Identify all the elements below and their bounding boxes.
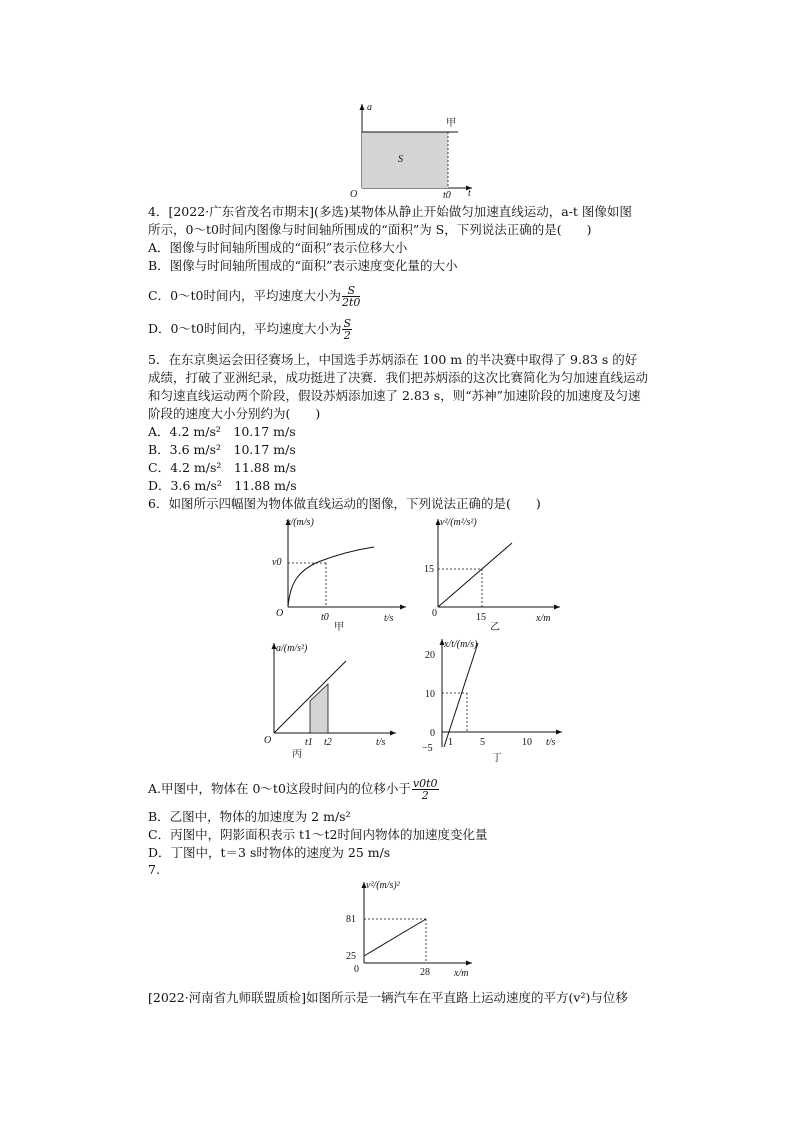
q4-line2: 所示，0～t0时间内图像与时间轴所围成的“面积”为 S，下列说法正确的是( )	[148, 222, 592, 237]
x-axis-label: t/s	[376, 737, 386, 748]
q6-option-a-fraction	[412, 778, 439, 801]
q4-option-b: B．图像与时间轴所围成的“面积”表示速度变化量的大小	[148, 258, 458, 273]
origin-label: 0	[432, 608, 437, 619]
t0-label: t0	[321, 612, 329, 623]
y-axis-label: x/t/(m/s)	[444, 639, 478, 650]
q5-line3: 和匀速直线运动两个阶段，假设苏炳添加速了 2.83 s，则“苏神”加速阶段的加速度及匀速	[148, 388, 641, 403]
y-mark-label: 15	[424, 564, 434, 575]
q5-option-c: C．4.2 m/s² 11.88 m/s	[148, 460, 297, 475]
linear-line	[438, 543, 512, 607]
graph-caption: 丁	[492, 753, 502, 763]
figure-at-graph	[340, 98, 480, 198]
x-axis-label: x/m	[536, 613, 551, 624]
fraction-numerator: v0t0	[412, 777, 438, 790]
q4-option-d-text: D．0～t0时间内，平均速度大小为	[148, 321, 342, 336]
y-axis-label: a/(m/s²)	[276, 643, 308, 654]
fraction-numerator: S	[343, 317, 351, 330]
q6-option-b: B．乙图中，物体的加速度为 2 m/s²	[148, 809, 351, 824]
y-tick-25: 25	[346, 951, 356, 962]
q4-line1: 4．[2022·广东省茂名市期末](多选)某物体从静止开始做匀加速直线运动，a-t 图像如图	[148, 204, 632, 219]
graph-label: 甲	[446, 118, 456, 129]
y-axis-label: v/(m/s)	[286, 517, 314, 528]
graph-caption: 乙	[490, 622, 500, 633]
t0-label: t0	[443, 190, 451, 198]
y-tick-0: 0	[430, 728, 435, 739]
q5-line4: 阶段的速度大小分别约为( )	[148, 406, 321, 421]
shaded-area	[310, 684, 328, 733]
q6-option-c: C．丙图中，阴影面积表示 t1～t2时间内物体的加速度变化量	[148, 827, 488, 842]
q4-option-c-text: C．0～t0时间内，平均速度大小为	[148, 288, 341, 303]
x-axis-label: t/s	[384, 613, 394, 624]
q6-stem: 6．如图所示四幅图为物体做直线运动的图像，下列说法正确的是( )	[148, 496, 541, 511]
y-axis-label: a	[367, 102, 372, 113]
q4-option-d-fraction	[342, 318, 352, 341]
y-axis-label: v²/(m/s)²	[366, 880, 400, 891]
x-axis-label: t	[468, 188, 471, 198]
x-mark-label: 28	[420, 967, 430, 978]
fraction-denominator: 2t0	[342, 296, 361, 309]
q7-text: [2022·河南省九师联盟质检]如图所示是一辆汽车在平直路上运动速度的平方(v²)与位移	[148, 990, 628, 1005]
t1-label: t1	[305, 737, 313, 748]
graph-caption: 甲	[334, 622, 344, 633]
t2-label: t2	[324, 737, 332, 748]
q5-option-d: D．3.6 m/s² 11.88 m/s	[148, 478, 297, 493]
area-label: S	[398, 154, 403, 165]
x-tick-1: 1	[448, 737, 453, 748]
graph-yi	[420, 513, 570, 633]
origin-label: O	[264, 735, 272, 746]
origin-label: O	[350, 189, 358, 198]
linear-line	[364, 919, 426, 956]
fraction-denominator: 2	[343, 329, 351, 342]
graph-q7	[338, 876, 488, 986]
v0-label: v0	[272, 557, 282, 568]
q5-option-b: B．3.6 m/s² 10.17 m/s	[148, 442, 296, 457]
linear-line	[444, 643, 478, 747]
y-tick-10: 10	[425, 689, 435, 700]
q6-option-a-text: A.甲图中，物体在 0～t0这段时间内的位移小于	[148, 781, 411, 796]
q5-line2: 成绩，打破了亚洲纪录，成功挺进了决赛．我们把苏炳添的这次比赛简化为匀加速直线运动	[148, 370, 649, 385]
x-tick-5: 5	[480, 737, 485, 748]
x-axis-label: x/m	[454, 968, 469, 979]
origin-label: O	[276, 608, 284, 619]
graph-ding	[422, 635, 572, 763]
velocity-curve	[288, 547, 374, 607]
x-axis-label: t/s	[546, 737, 556, 748]
fraction-denominator: 2	[421, 789, 429, 802]
x-mark-label: 15	[476, 612, 486, 623]
shaded-area	[362, 132, 448, 188]
q4-option-c	[148, 282, 360, 310]
y-tick-81: 81	[346, 914, 356, 925]
fraction-numerator: S	[342, 285, 360, 297]
y-tick-neg5: −5	[422, 743, 433, 754]
q4-option-c-fraction	[342, 285, 360, 308]
y-tick-20: 20	[425, 650, 435, 661]
y-axis-label: v²/(m²/s²)	[440, 517, 477, 528]
q6-option-d: D．丁图中，t＝3 s时物体的速度为 25 m/s	[148, 845, 391, 860]
q5-line1: 5．在东京奥运会田径赛场上，中国选手苏炳添在 100 m 的半决赛中取得了 9.83 s 的好	[148, 352, 638, 367]
q4-option-d	[148, 315, 352, 343]
q7-number: 7.	[148, 862, 160, 877]
origin-label: 0	[354, 964, 359, 975]
q4-option-a: A．图像与时间轴所围成的“面积”表示位移大小	[148, 240, 408, 255]
x-tick-10: 10	[522, 737, 532, 748]
q6-option-a	[148, 774, 439, 804]
graph-bing	[262, 637, 402, 759]
graph-jia	[262, 513, 412, 633]
q5-option-a: A．4.2 m/s² 10.17 m/s	[148, 424, 296, 439]
graph-caption: 丙	[292, 749, 302, 759]
